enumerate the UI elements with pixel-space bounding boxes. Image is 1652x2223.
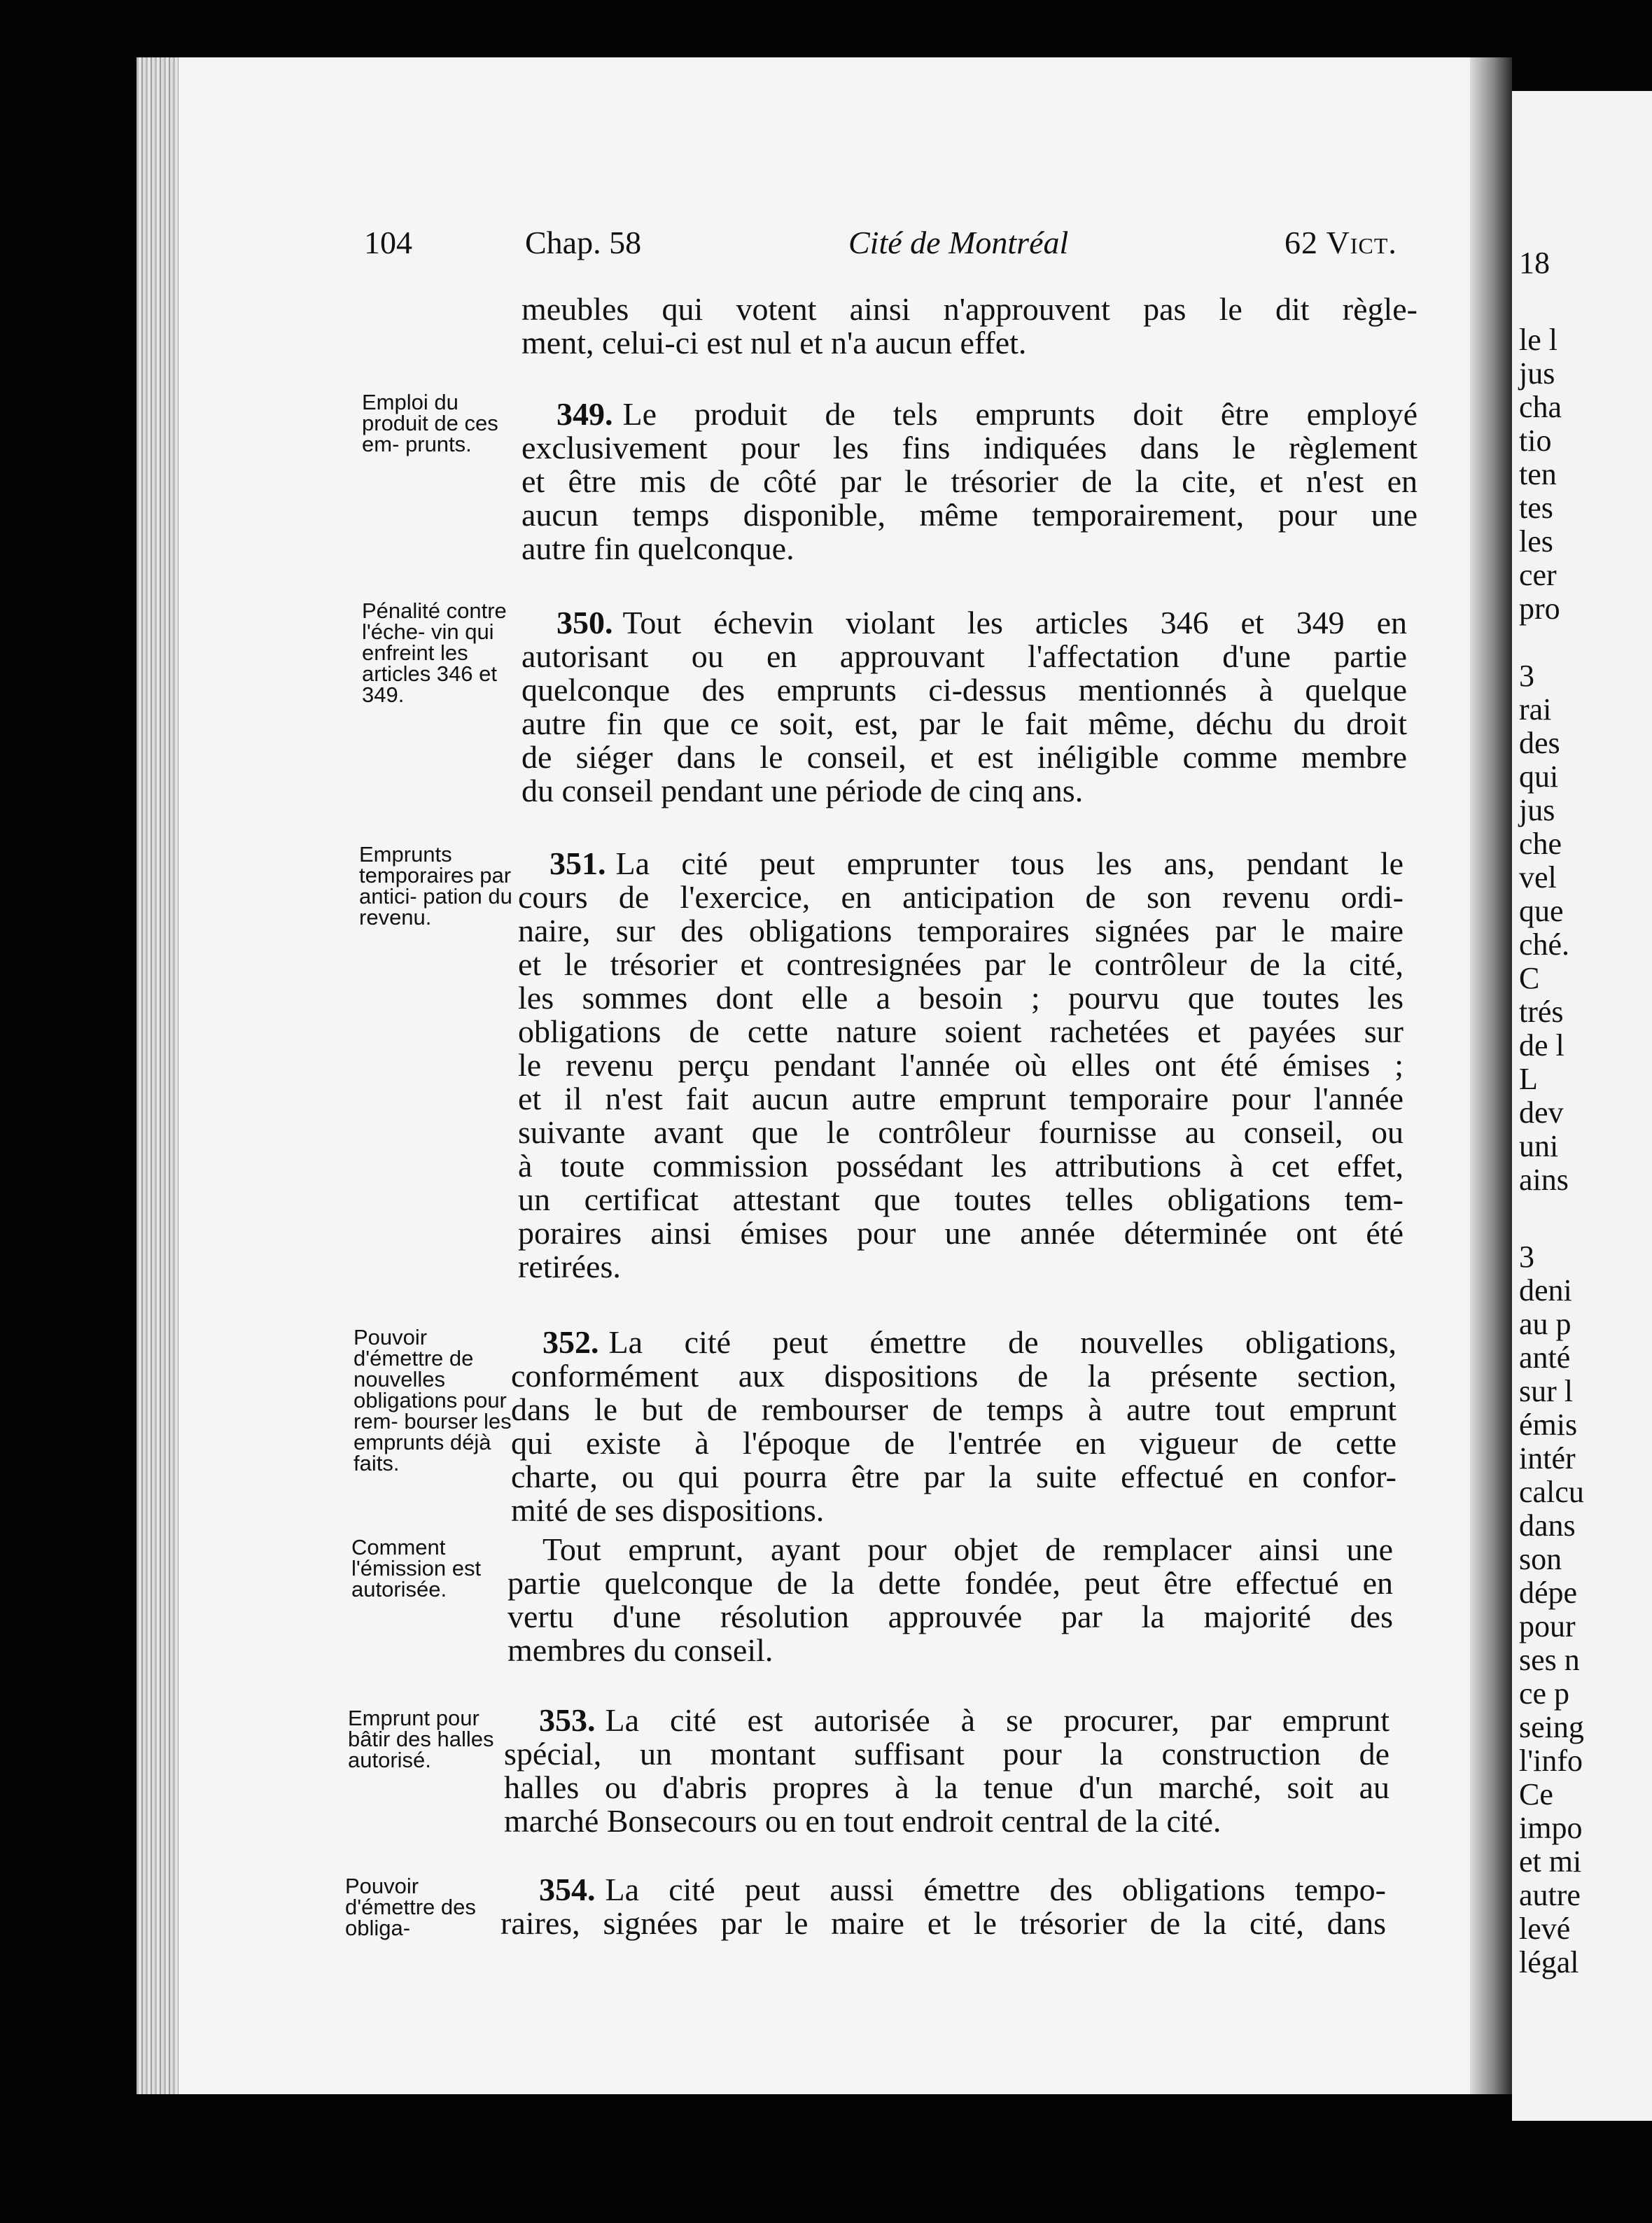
section-number-354: 354. <box>539 1872 596 1907</box>
facing-page-text: le l <box>1519 323 1558 357</box>
body-line: un certificat attestant que toutes telles obligations tem- <box>518 1181 1404 1217</box>
margin-note-350: Pénalité contre l'éche- vin qui enfreint les articles 346 et 349. <box>362 598 507 707</box>
body-line: marché Bonsecours ou en tout endroit central de la cité. <box>504 1803 1222 1839</box>
section-349-first-line: 349. Le produit de tels emprunts doit être employé <box>556 396 1418 432</box>
body-line: cours de l'exercice, en anticipation de son revenu ordi- <box>518 879 1404 915</box>
body-line: le revenu perçu pendant l'année où elles ont été émises ; <box>518 1047 1404 1083</box>
section-350-first-line: 350. Tout échevin violant les articles 346 et 349 en <box>556 605 1407 640</box>
margin-note-352-b: Comment l'émission est autorisée. <box>351 1535 482 1601</box>
body-line: qui existe à l'époque de l'entrée en vigueur de cette <box>511 1425 1396 1461</box>
facing-page-text: pro <box>1519 591 1560 626</box>
body-line: dans le but de rembourser de temps à autre tout emprunt <box>511 1391 1396 1427</box>
margin-note-349: Emploi du produit de ces em- prunts. <box>362 390 498 456</box>
facing-page-text: dépe <box>1519 1576 1578 1610</box>
body-line: les sommes dont elle a besoin ; pourvu que toutes les <box>518 980 1404 1016</box>
body-line: exclusivement pour les fins indiquées dans le règlement <box>522 430 1418 465</box>
page-edge-stack <box>136 57 178 2094</box>
facing-page-text: tes <box>1519 491 1553 525</box>
section-number-349: 349. <box>556 396 613 432</box>
facing-page-text: 3 <box>1519 659 1534 693</box>
facing-page-text: impo <box>1519 1811 1583 1845</box>
facing-page-text: et mi <box>1519 1844 1582 1879</box>
margin-note-354: Pouvoir d'émettre des obliga- <box>345 1874 476 1940</box>
facing-page-text: C <box>1519 961 1540 995</box>
facing-page-text: jus <box>1519 356 1555 391</box>
body-line: spécial, un montant suffisant pour la construction de <box>504 1736 1390 1772</box>
book-gutter <box>1470 57 1512 2094</box>
body-line: charte, ou qui pourra être par la suite effectué en confor- <box>511 1459 1396 1494</box>
body-line: retirées. <box>518 1249 621 1284</box>
body-line: du conseil pendant une période de cinq ans. <box>522 773 1084 808</box>
facing-page-text: ses n <box>1519 1643 1580 1677</box>
body-line: autorisant ou en approuvant l'affectation d'une partie <box>522 638 1407 674</box>
body-line: naire, sur des obligations temporaires signées par le maire <box>518 913 1404 948</box>
body-line: meubles qui votent ainsi n'approuvent pas le dit règle- <box>522 291 1418 327</box>
facing-page-text: trés <box>1519 995 1564 1029</box>
facing-page-text: cer <box>1519 558 1557 592</box>
facing-page-text: sur l <box>1519 1374 1573 1408</box>
facing-page-text: des <box>1519 726 1560 760</box>
facing-page-text: 3 <box>1519 1240 1534 1274</box>
facing-page-text: intér <box>1519 1441 1576 1475</box>
facing-page-text: rai <box>1519 692 1552 727</box>
body-line: suivante avant que le contrôleur fournisse au conseil, ou <box>518 1114 1404 1150</box>
section-354-first-line: 354. La cité peut aussi émettre des obligations tempo- <box>539 1872 1386 1907</box>
facing-page-fragment <box>1512 91 1652 2121</box>
facing-page-text: 18 <box>1519 246 1550 280</box>
facing-page-text: que <box>1519 894 1564 928</box>
body-line: de siéger dans le conseil, et est inéligible comme membre <box>522 739 1407 775</box>
facing-page-text: deni <box>1519 1273 1572 1307</box>
body-line: autre fin que ce soit, est, par le fait même, déchu du droit <box>522 706 1407 741</box>
section-number-352: 352. <box>542 1324 599 1360</box>
facing-page-text: jus <box>1519 793 1555 827</box>
facing-page-text: ten <box>1519 457 1557 491</box>
facing-page-text: ché. <box>1519 927 1570 962</box>
facing-page-text: uni <box>1519 1129 1559 1163</box>
body-line: autre fin quelconque. <box>522 531 794 566</box>
section-number-350: 350. <box>556 605 613 640</box>
facing-page-text: vel <box>1519 860 1557 895</box>
facing-page-text: pour <box>1519 1609 1576 1643</box>
facing-page-text: Ce <box>1519 1777 1553 1811</box>
facing-page-text: les <box>1519 524 1553 559</box>
facing-page-text: au p <box>1519 1307 1572 1341</box>
body-line: poraires ainsi émises pour une année déterminée ont été <box>518 1215 1404 1251</box>
body-line: et être mis de côté par le trésorier de la cite, et n'est en <box>522 463 1418 499</box>
regnal-year: 62 Vict. <box>1284 225 1397 260</box>
facing-page-text: qui <box>1519 759 1559 794</box>
body-line: aucun temps disponible, même temporairement, pour une <box>522 497 1418 533</box>
facing-page-text: de l <box>1519 1028 1564 1063</box>
body-line: conformément aux dispositions de la présente section, <box>511 1358 1396 1394</box>
facing-page-text: cha <box>1519 390 1562 424</box>
page-number: 104 <box>364 225 412 260</box>
body-line: membres du conseil. <box>507 1632 774 1668</box>
facing-page-text: dev <box>1519 1095 1564 1130</box>
margin-note-352: Pouvoir d'émettre de nouvelles obligations pour rem- bourser les emprunts déjà faits. <box>354 1325 512 1475</box>
body-line: Tout emprunt, ayant pour objet de remplacer ainsi une <box>542 1531 1393 1567</box>
body-line: raires, signées par le maire et le trésorier de la cité, dans <box>500 1905 1386 1941</box>
margin-note-353: Emprunt pour bâtir des halles autorisé. <box>348 1706 494 1772</box>
facing-page-text: émis <box>1519 1408 1578 1442</box>
facing-page-text: L <box>1519 1062 1538 1096</box>
chapter-label: Chap. 58 <box>525 225 642 260</box>
facing-page-text: calcu <box>1519 1475 1584 1509</box>
facing-page-text: anté <box>1519 1340 1571 1375</box>
body-line: vertu d'une résolution approuvée par la majorité des <box>507 1599 1393 1634</box>
section-351-first-line: 351. La cité peut emprunter tous les ans, pendant le <box>550 846 1404 881</box>
body-line: obligations de cette nature soient rachetées et payées sur <box>518 1014 1404 1049</box>
facing-page-text: che <box>1519 827 1562 861</box>
body-line: à toute commission possédant les attributions à cet effet, <box>518 1148 1404 1184</box>
facing-page-text: levé <box>1519 1912 1571 1946</box>
body-line: et il n'est fait aucun autre emprunt temporaire pour l'année <box>518 1081 1404 1116</box>
margin-note-351: Emprunts temporaires par antici- pation du revenu. <box>359 842 512 930</box>
running-title: Cité de Montréal <box>848 225 1069 260</box>
facing-page-text: légal <box>1519 1945 1579 1979</box>
body-line: quelconque des emprunts ci-dessus mentionnés à quelque <box>522 672 1407 708</box>
facing-page-text: dans <box>1519 1508 1576 1543</box>
section-number-351: 351. <box>550 846 606 881</box>
facing-page-text: seing <box>1519 1710 1584 1744</box>
facing-page-text: l'info <box>1519 1744 1583 1778</box>
body-line: halles ou d'abris propres à la tenue d'un marché, soit au <box>504 1769 1390 1805</box>
section-353-first-line: 353. La cité est autorisée à se procurer, par emprunt <box>539 1702 1390 1738</box>
section-352-first-line: 352. La cité peut émettre de nouvelles obligations, <box>542 1324 1396 1360</box>
body-line: mité de ses dispositions. <box>511 1492 825 1528</box>
body-line: partie quelconque de la dette fondée, peut être effectué en <box>507 1565 1393 1601</box>
facing-page-text: ains <box>1519 1163 1569 1197</box>
facing-page-text: ce p <box>1519 1676 1570 1711</box>
facing-page-text: tio <box>1519 423 1552 458</box>
facing-page-text: autre <box>1519 1878 1581 1912</box>
body-line: ment, celui-ci est nul et n'a aucun effet. <box>522 325 1027 360</box>
body-line: et le trésorier et contresignées par le contrôleur de la cité, <box>518 946 1404 982</box>
facing-page-text: son <box>1519 1542 1562 1576</box>
section-number-353: 353. <box>539 1702 596 1738</box>
